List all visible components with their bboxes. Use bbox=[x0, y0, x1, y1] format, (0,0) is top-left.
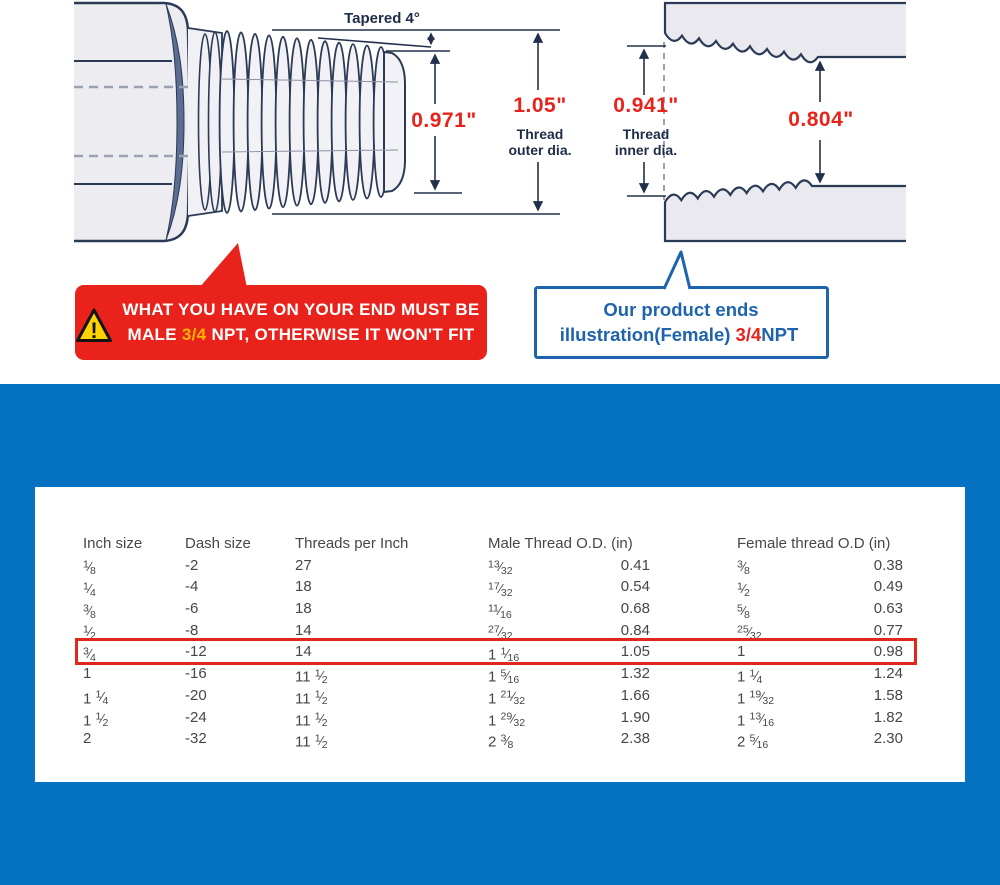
male-outer-dia-value: 0.971" bbox=[411, 109, 477, 132]
product-text-line1: Our product ends bbox=[603, 299, 759, 320]
dash-size: -4 bbox=[185, 578, 199, 596]
male-od-fraction: $^{17}$⁄32 bbox=[488, 580, 513, 599]
threads-per-inch: 14 bbox=[295, 621, 312, 639]
male-od-fraction: 1 $^{29}$⁄32 bbox=[488, 710, 526, 729]
female-fitting-illustration bbox=[664, 3, 906, 241]
male-od-decimal: 0.84 bbox=[620, 621, 650, 639]
threads-per-inch: 11 $^1$⁄2 bbox=[295, 667, 328, 686]
warning-text-line1: WHAT YOU HAVE ON YOUR END MUST BE bbox=[122, 300, 480, 319]
table-row bbox=[83, 555, 903, 577]
male-od-decimal: 1.66 bbox=[620, 686, 650, 704]
threads-per-inch: 18 bbox=[295, 578, 312, 596]
thread-diagram bbox=[0, 0, 1000, 384]
thread-crest bbox=[234, 32, 249, 211]
threads-per-inch: 11 $^1$⁄2 bbox=[295, 710, 328, 729]
size-table-panel bbox=[35, 487, 965, 782]
threads-per-inch: 11 $^1$⁄2 bbox=[295, 688, 328, 708]
male-od-decimal: 0.54 bbox=[620, 578, 650, 596]
table-header-row bbox=[83, 533, 903, 555]
thread-crest bbox=[290, 38, 305, 205]
warning-icon-glyph: ! bbox=[90, 318, 98, 343]
male-thread-crests bbox=[220, 31, 389, 213]
female-od-decimal: 1.82 bbox=[873, 708, 903, 726]
table-row bbox=[83, 707, 903, 729]
male-od-decimal: 0.41 bbox=[620, 556, 650, 574]
header-female-od: Female thread O.D (in) bbox=[737, 535, 891, 552]
dash-size: -2 bbox=[185, 556, 199, 574]
highlighted-row-box bbox=[75, 638, 917, 665]
female-top-block bbox=[665, 3, 906, 62]
thread-crest bbox=[318, 41, 333, 203]
header-male-od: Male Thread O.D. (in) bbox=[488, 535, 633, 552]
female-od-fraction: $^3$⁄8 bbox=[737, 558, 750, 578]
dash-size: -32 bbox=[185, 730, 207, 748]
male-od-fraction: 1 $^5$⁄16 bbox=[488, 667, 520, 686]
female-end-dia-value: 0.804" bbox=[788, 108, 854, 131]
male-od-fraction: 1 $^{21}$⁄32 bbox=[488, 688, 526, 708]
thread-crest bbox=[262, 35, 277, 208]
inch-size: $^3$⁄4 bbox=[83, 645, 96, 664]
female-dim-label-1: Thread bbox=[622, 126, 670, 142]
female-bottom-block bbox=[665, 180, 906, 241]
male-od-fraction: $^{11}$⁄16 bbox=[488, 602, 512, 621]
female-od-fraction: 1 bbox=[737, 643, 746, 661]
threads-per-inch: 11 $^1$⁄2 bbox=[295, 732, 328, 751]
table-row bbox=[83, 576, 903, 598]
male-dim-value: 1.05" bbox=[513, 94, 567, 117]
thread-crest bbox=[276, 37, 291, 207]
male-fitting-illustration bbox=[74, 3, 405, 241]
threads-per-inch: 14 bbox=[295, 643, 312, 661]
female-od-fraction: $^{25}$⁄32 bbox=[737, 623, 762, 643]
female-od-fraction: 1 $^1$⁄4 bbox=[737, 667, 763, 686]
table-row bbox=[83, 728, 903, 750]
tapered-angle-label: Tapered 4° bbox=[344, 10, 420, 27]
table-row bbox=[83, 598, 903, 620]
thread-crest bbox=[360, 46, 375, 199]
male-od-fraction: 1 $^1$⁄16 bbox=[488, 645, 520, 664]
thread-crest bbox=[304, 40, 319, 205]
inch-size: $^1$⁄8 bbox=[83, 558, 96, 578]
male-dim-label-2: outer dia. bbox=[508, 142, 572, 158]
product-callout-tail bbox=[664, 252, 690, 289]
female-od-decimal: 0.77 bbox=[873, 621, 903, 639]
table-row bbox=[83, 663, 903, 685]
dash-size: -6 bbox=[185, 600, 199, 618]
taper-slant-line bbox=[318, 38, 431, 47]
dash-size: -12 bbox=[185, 643, 207, 661]
male-od-decimal: 1.32 bbox=[620, 665, 650, 683]
threads-per-inch: 27 bbox=[295, 556, 312, 574]
inch-size: 1 $^1$⁄4 bbox=[83, 688, 109, 708]
inch-size: 1 bbox=[83, 665, 92, 683]
male-dim-label-1: Thread bbox=[516, 126, 564, 142]
inch-size: 2 bbox=[83, 730, 92, 748]
thread-crest bbox=[346, 44, 361, 200]
thread-crest bbox=[332, 43, 347, 202]
male-od-decimal: 1.05 bbox=[620, 643, 650, 661]
header-threads-per-inch: Threads per Inch bbox=[295, 535, 409, 552]
warning-callout-box bbox=[75, 285, 487, 360]
female-od-decimal: 0.98 bbox=[873, 643, 903, 661]
female-od-decimal: 1.24 bbox=[873, 665, 903, 683]
thread-crest bbox=[220, 31, 235, 213]
table-row bbox=[83, 685, 903, 707]
male-od-decimal: 2.38 bbox=[620, 730, 650, 748]
male-od-fraction: 2 $^3$⁄8 bbox=[488, 732, 514, 751]
header-dash-size: Dash size bbox=[185, 535, 251, 552]
blue-background-band bbox=[0, 384, 1000, 885]
warning-text-line2: MALE 3/4 NPT, OTHERWISE IT WON'T FIT bbox=[127, 325, 475, 344]
female-dim-value: 0.941" bbox=[613, 94, 679, 117]
inch-size: $^1$⁄2 bbox=[83, 623, 96, 643]
female-od-fraction: 1 $^{19}$⁄32 bbox=[737, 688, 775, 708]
thread-end-cap bbox=[384, 52, 405, 192]
dash-size: -24 bbox=[185, 708, 207, 726]
female-dim-label-2: inner dia. bbox=[614, 142, 678, 158]
warning-callout-tail bbox=[199, 243, 247, 288]
male-od-fraction: $^{13}$⁄32 bbox=[488, 558, 513, 578]
warning-callout bbox=[75, 243, 487, 360]
inch-size: 1 $^1$⁄2 bbox=[83, 710, 109, 729]
female-od-fraction: $^5$⁄8 bbox=[737, 602, 750, 621]
dash-size: -20 bbox=[185, 686, 207, 704]
female-od-decimal: 0.49 bbox=[873, 578, 903, 596]
female-od-fraction: $^1$⁄2 bbox=[737, 580, 750, 599]
dash-size: -16 bbox=[185, 665, 207, 683]
female-od-decimal: 0.63 bbox=[873, 600, 903, 618]
female-od-decimal: 2.30 bbox=[873, 730, 903, 748]
dash-size: -8 bbox=[185, 621, 199, 639]
inch-size: $^1$⁄4 bbox=[83, 580, 96, 599]
female-od-fraction: 1 $^{13}$⁄16 bbox=[737, 710, 775, 729]
inch-size: $^3$⁄8 bbox=[83, 602, 96, 621]
male-od-decimal: 0.68 bbox=[620, 600, 650, 618]
female-od-decimal: 1.58 bbox=[873, 686, 903, 704]
female-od-fraction: 2 $^5$⁄16 bbox=[737, 732, 769, 751]
threads-per-inch: 18 bbox=[295, 600, 312, 618]
product-callout bbox=[536, 252, 828, 358]
thread-crest bbox=[248, 34, 263, 210]
male-od-fraction: $^{27}$⁄32 bbox=[488, 623, 513, 643]
product-callout-box bbox=[536, 288, 828, 358]
product-text-line2: illustration(Female) 3/4NPT bbox=[559, 324, 799, 345]
female-od-decimal: 0.38 bbox=[873, 556, 903, 574]
header-inch-size: Inch size bbox=[83, 535, 143, 552]
male-od-decimal: 1.90 bbox=[620, 708, 650, 726]
